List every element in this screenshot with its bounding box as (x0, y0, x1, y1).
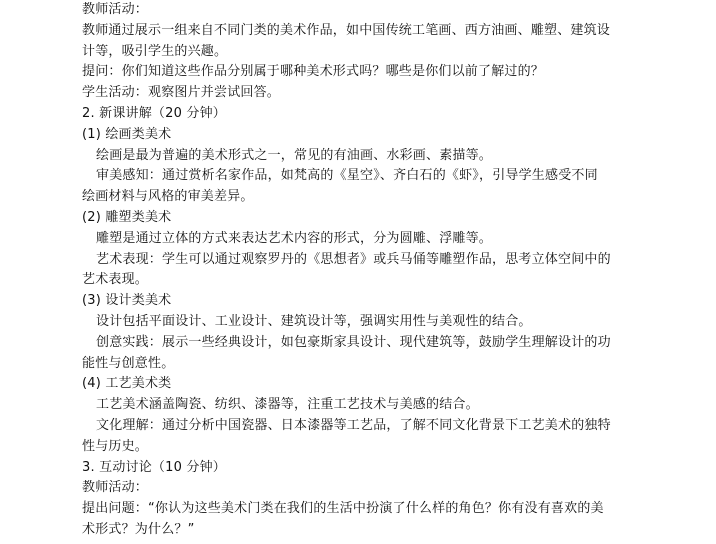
text-line: 计等，吸引学生的兴趣。 (82, 43, 228, 59)
text-line: 性与历史。 (82, 438, 149, 454)
text-line: 提问：你们知道这些作品分别属于哪种美术形式吗？哪些是你们以前了解过的？ (82, 64, 545, 80)
text-line: 能性与创意性。 (82, 355, 175, 371)
text-line: 艺术表现。 (82, 272, 149, 288)
document-page (82, 0, 642, 544)
text-line: 术形式？为什么？” (82, 521, 195, 537)
subsection-heading: (4) 工艺美术类 (82, 376, 172, 392)
text-line: 艺术表现：学生可以通过观察罗丹的《思想者》或兵马俑等雕塑作品，思考立体空间中的 (96, 251, 611, 267)
text-line: 绘画是最为普遍的美术形式之一，常见的有油画、水彩画、素描等。 (96, 147, 493, 163)
text-line: 雕塑是通过立体的方式来表达艺术内容的形式，分为圆雕、浮雕等。 (96, 230, 493, 246)
text-line: 创意实践：展示一些经典设计，如包豪斯家具设计、现代建筑等，鼓励学生理解设计的功 (96, 334, 611, 350)
text-line: 学生活动：观察图片并尝试回答。 (82, 85, 281, 101)
text-line: 工艺美术涵盖陶瓷、纺织、漆器等，注重工艺技术与美感的结合。 (96, 397, 479, 413)
subsection-heading: (1) 绘画类美术 (82, 126, 172, 142)
text-line: 文化理解：通过分析中国瓷器、日本漆器等工艺品，了解不同文化背景下工艺美术的独特 (96, 417, 611, 433)
text-line: 审美感知：通过赏析名家作品，如梵高的《星空》、齐白石的《虾》，引导学生感受不同 (96, 168, 598, 184)
subsection-heading: (2) 雕塑类美术 (82, 209, 172, 225)
section-heading: 3. 互动讨论（10 分钟） (82, 459, 227, 475)
text-line: 教师活动： (82, 2, 149, 17)
text-line: 绘画材料与风格的审美差异。 (82, 189, 254, 205)
text-line: 教师通过展示一组来自不同门类的美术作品，如中国传统工笔画、西方油画、雕塑、建筑设 (82, 22, 611, 38)
text-line: 设计包括平面设计、工业设计、建筑设计等，强调实用性与美观性的结合。 (96, 313, 532, 329)
text-line: 教师活动： (82, 480, 149, 496)
subsection-heading: (3) 设计类美术 (82, 293, 172, 309)
text-line: 提出问题：“你认为这些美术门类在我们的生活中扮演了什么样的角色？你有没有喜欢的美 (82, 501, 604, 517)
section-heading: 2. 新课讲解（20 分钟） (82, 105, 227, 121)
